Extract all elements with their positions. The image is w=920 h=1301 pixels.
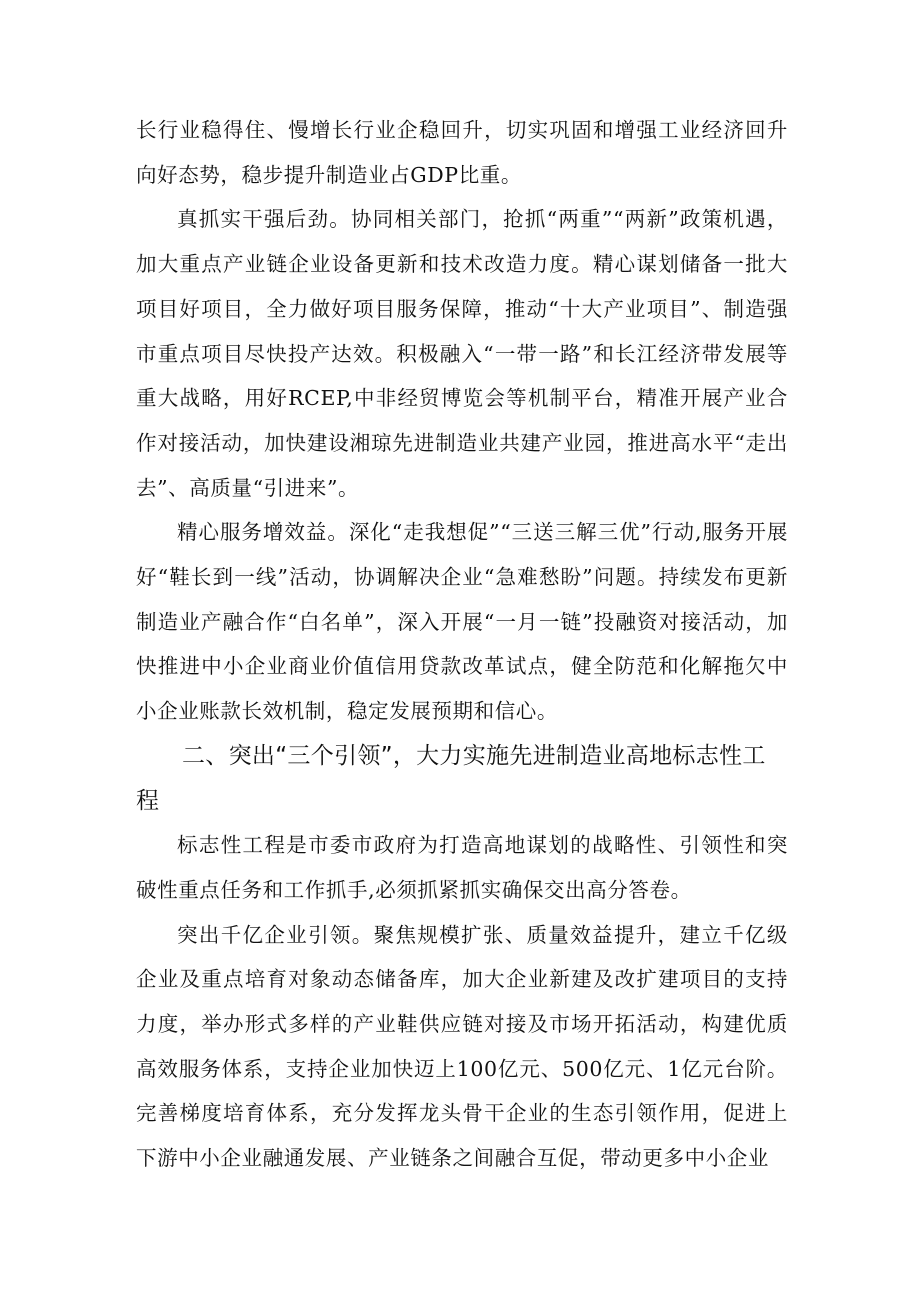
paragraph-service-efficiency: 精心服务增效益。深化“走我想促”“三送三解三优”行动,服务开展好“鞋长到一线”活动，协调解决企业“急难愁盼”问题。持续发布更新制造业产融合作“白名单”，深入开展“一月一链”投融资对接活动，加快推进中小企业商业价值信用贷款改革试点，健全防范和化解拖欠中小企业账款长效机制，稳定发展预期和信心。 <box>136 520 788 724</box>
section-heading: 二、突出“三个引领”，大力实施先进制造业高地标志性工程 <box>136 742 766 814</box>
paragraph-continued: 长行业稳得住、慢增长行业企稳回升，切实巩固和增强工业经济回升向好态势，稳步提升制造业占GDP比重。 <box>136 118 788 187</box>
paragraph-strengthen-momentum: 真抓实干强后劲。协同相关部门，抢抓“两重”“两新”政策机遇，加大重点产业链企业设备更新和技术改造力度。精心谋划储备一批大项目好项目，全力做好项目服务保障，推动“十大产业项目”、制造强市重点项目尽快投产达效。积极融入“一带一路”和长江经济带发展等重大战略，用好RCEP,中非经贸博览会等机制平台，精准开展产业合作对接活动，加快建设湘琼先进制造业共建产业园，推进高水平“走出去”、高质量“引进来”。 <box>136 207 788 500</box>
paragraph-landmark-projects: 标志性工程是市委市政府为打造高地谋划的战略性、引领性和突破性重点任务和工作抓手,必须抓紧抓实确保交出高分答卷。 <box>136 833 788 902</box>
paragraph-enterprise-leading: 突出千亿企业引领。聚焦规模扩张、质量效益提升，建立千亿级企业及重点培育对象动态储备库，加大企业新建及改扩建项目的支持力度，举办形式多样的产业鞋供应链对接及市场开拓活动，构建优质高效服务体系，支持企业加快迈上100亿元、500亿元、1亿元台阶。完善梯度培育体系，充分发挥龙头骨干企业的生态引领作用，促进上下游中小企业融通发展、产业链条之间融合互促，带动更多中小企业 <box>136 922 788 1171</box>
document-body <box>136 108 788 1181</box>
